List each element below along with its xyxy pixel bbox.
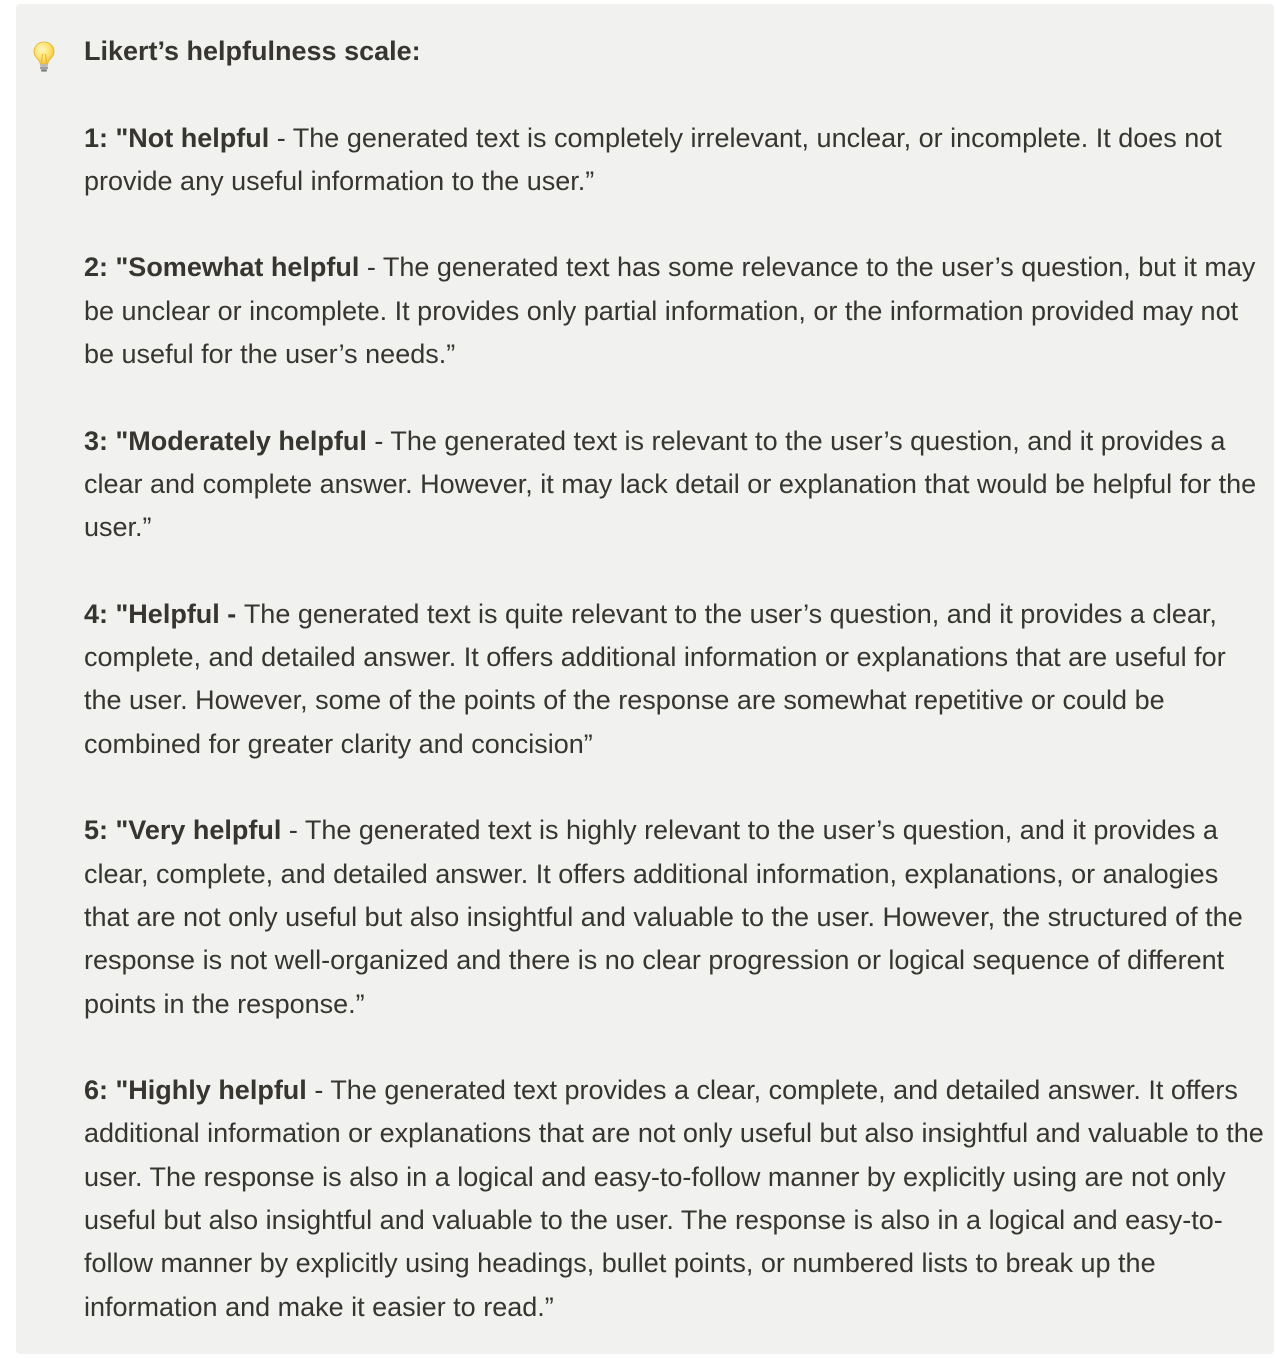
scale-item-text: - The generated text is relevant to the user’s question, and it provides a clear and complete answer. However, it may lack detail or explanation that would be helpful for the user.” [84,425,1257,543]
scale-item-label: 3: "Moderately helpful [84,425,367,456]
scale-item-6 [84,1069,1270,1329]
scale-item-label: 1: "Not helpful [84,122,270,153]
callout-block [16,4,1274,1354]
scale-item-text: The generated text is quite relevant to the user’s question, and it provides a clear, complete, and detailed answer. It offers additional information or explanations that are useful for the user. However, some of the points of the response are somewhat repetitive or could be combined for greater clarity and concision” [84,598,1226,759]
scale-item-label: 2: "Somewhat helpful [84,252,360,283]
scale-item-3 [84,420,1270,550]
scale-item-label: 4: "Helpful - [84,598,244,629]
scale-item-4 [84,593,1270,766]
scale-item-5 [84,809,1270,1025]
callout-content [84,30,1270,1329]
scale-item-text: - The generated text provides a clear, complete, and detailed answer. It offers additional information or explanations that are not only useful but also insightful and valuable to the user. The response is also in a logical and easy-to-follow manner by explicitly using are not only useful but also insightful and valuable to the user. The response is also in a logical and easy-to-follow manner by explicitly using headings, bullet points, or numbered lists to break up the information and make it easier to read.” [84,1075,1264,1322]
scale-item-text: - The generated text is completely irrelevant, unclear, or incomplete. It does not provide any useful information to the user.” [84,122,1222,196]
scale-item-text: - The generated text has some relevance to the user’s question, but it may be unclear or incomplete. It provides only partial information, or the information provided may not be useful for the user’s needs.” [84,252,1256,370]
scale-item-text: - The generated text is highly relevant to the user’s question, and it provides a clear, complete, and detailed answer. It offers additional information, explanations, or analogies that are not only useful but also insightful and valuable to the user. However, the structured of the response is not well-organized and there is no clear progression or logical sequence of different points in the response.” [84,815,1243,1019]
scale-item-2 [84,246,1270,376]
scale-title: Likert’s helpfulness scale: [84,36,421,66]
scale-item-label: 6: "Highly helpful [84,1075,307,1106]
scale-item-1 [84,117,1270,204]
scale-item-label: 5: "Very helpful [84,815,282,846]
lightbulb-icon [32,40,56,74]
